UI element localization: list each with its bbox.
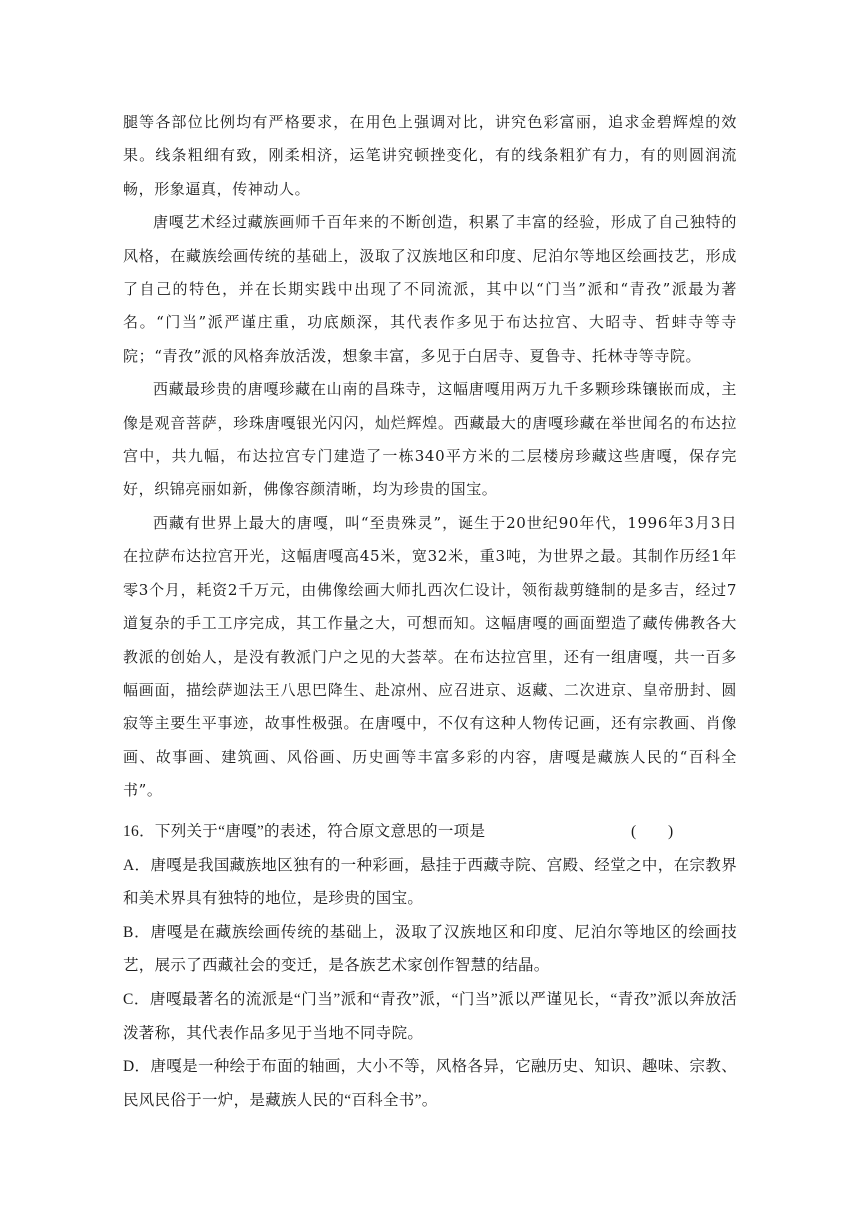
option-c: C．唐嘎最著名的流派是“门当”派和“青孜”派，“门当”派以严谨见长，“青孜”派以奔放活泼著称，其代表作品多见于当地不同寺院。 [123, 990, 737, 1042]
option-a: A．唐嘎是我国藏族地区独有的一种彩画，悬挂于西藏寺院、宫殿、经堂之中，在宗教界和美术界具有独特的地位，是珍贵的国宝。 [123, 856, 737, 908]
passage-paragraph-4: 西藏有世界上最大的唐嘎，叫“至贵殊灵”，诞生于20世纪90年代，1996年3月3日在拉萨布达拉宫开光，这幅唐嘎高45米，宽32米，重3吨，为世界之最。其制作历经1年零3个月，耗资2千万元，由佛像绘画大师扎西次仁设计，领衔裁剪缝制的是多吉，经过7道复杂的手工工序完成，其工作量之大，可想而知。这幅唐嘎的画面塑造了藏传佛教各大教派的创始人，是没有教派门户之见的大荟萃。在布达拉宫里，还有一组唐嘎，共一百多幅画面，描绘萨迦法王八思巴降生、赴凉州、应召进京、返藏、二次进京、皇帝册封、圆寂等主要生平事迹，故事性极强。在唐嘎中，不仅有这种人物传记画，还有宗教画、肖像画、故事画、建筑画、风俗画、历史画等丰富多彩的内容，唐嘎是藏族人民的“百科全书”。 [123, 513, 737, 800]
question-stem: 16．下列关于“唐嘎”的表述，符合原文意思的一项是 [123, 823, 486, 840]
option-b: B．唐嘎是在藏族绘画传统的基础上，汲取了汉族地区和印度、尼泊尔等地区的绘画技艺，展示了西藏社会的变迁，是各族艺术家创作智慧的结晶。 [123, 923, 737, 975]
option-d: D．唐嘎是一种绘于布面的轴画，大小不等，风格各异，它融历史、知识、趣味、宗教、民风民俗于一炉，是藏族人民的“百科全书”。 [123, 1058, 737, 1109]
answer-parentheses: ( ) [631, 823, 674, 840]
passage-paragraph-2: 唐嘎艺术经过藏族画师千百年来的不断创造，积累了丰富的经验，形成了自己独特的风格，在藏族绘画传统的基础上，汲取了汉族地区和印度、尼泊尔等地区绘画技艺，形成了自己的特色，并在长期实践中出现了不同流派，其中以“门当”派和“青孜”派最为著名。“门当”派严谨庄重，功底颇深，其代表作多见于布达拉宫、大昭寺、哲蚌寺等寺院；“青孜”派的风格奔放活泼，想象丰富，多见于白居寺、夏鲁寺、托林寺等寺院。 [123, 213, 737, 365]
reading-passage [123, 106, 737, 808]
passage-paragraph-1: 腿等各部位比例均有严格要求，在用色上强调对比，讲究色彩富丽，追求金碧辉煌的效果。线条粗细有致，刚柔相济，运笔讲究顿挫变化，有的线条粗犷有力，有的则圆润流畅，形象逼真，传神动人。 [123, 113, 737, 198]
passage-paragraph-3: 西藏最珍贵的唐嘎珍藏在山南的昌珠寺，这幅唐嘎用两万九千多颗珍珠镶嵌而成，主像是观音菩萨，珍珠唐嘎银光闪闪，灿烂辉煌。西藏最大的唐嘎珍藏在举世闻名的布达拉宫中，共九幅，布达拉宫专门建造了一栋340平方米的二层楼房珍藏这些唐嘎，保存完好，织锦亮丽如新，佛像容颜清晰，均为珍贵的国宝。 [123, 380, 737, 499]
question-16 [123, 815, 737, 1117]
question-stem-line [123, 815, 737, 849]
